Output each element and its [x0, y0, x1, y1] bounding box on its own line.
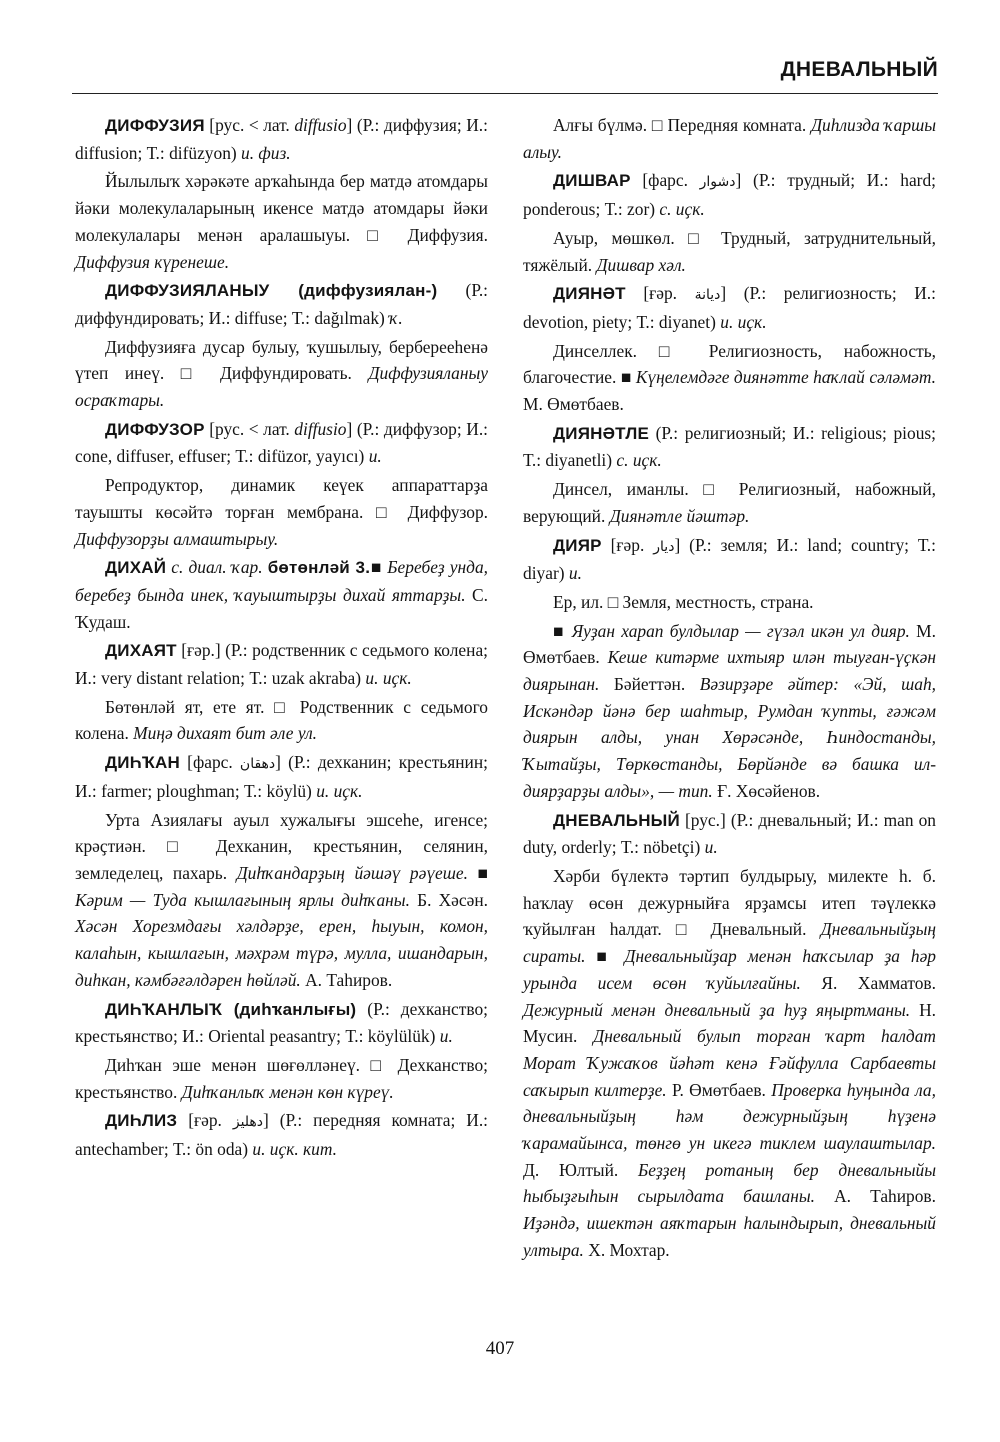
definition: Динселлек. □ Религиозность, набожность, благочестие. [523, 340, 936, 388]
example: Беребеҙ унда, беребеҙ бында инек, ҡауыштырҙы дихай яттарҙы. [75, 557, 488, 605]
cross-reference: бөтөнләй 3. [267, 558, 371, 578]
translations: ] (Р.: передняя комната; И.: antechamber; Т.: ön oda) [75, 1110, 489, 1160]
translations: ] (Р.: дехканин; крестьянин; И.: farmer; ploughman; Т.: köylü) [75, 752, 488, 801]
grammar-label: и. физ. [241, 142, 291, 163]
headword: ДИҺҠАНЛЫҠ [105, 999, 223, 1019]
headword-stem: (диһҡанлығы) [222, 999, 357, 1019]
translations: ] (Р.: земля; И.: land; country; Т.: diyar) [523, 534, 936, 584]
source: Р. Өмөтбаев. [666, 1079, 772, 1100]
entry-definition [75, 472, 488, 552]
arabic-script: دهقان [239, 756, 276, 773]
header-rule [72, 93, 938, 94]
example: Беҙҙең ротаның бер дневальныйы һыбыҙғыһын сырылдата башланы. [523, 1159, 936, 1207]
etymology: [фарс. [179, 752, 240, 773]
entry-definition [523, 112, 936, 165]
example: Хәсән Хорезмдағы хәлдәрҙе, ерен, һыуын, комон, калаһын, кышлағын, мәхрәм түрә, мулла, ишандарын, диһкан, кәмбәғәлдәрен һөйләй. [75, 916, 488, 990]
example: Дежурный менән дневальный ҙа һуҙ яңыртманы. [523, 999, 911, 1020]
example: Миңә дихаят бит әле ул. [133, 723, 318, 744]
example-marker: ■ [467, 862, 488, 883]
source: М. Өмөтбаев. [523, 394, 624, 415]
entry-diffuziya [75, 112, 488, 166]
source: Н. Мусин. [523, 999, 936, 1047]
etymology: [рус. < лат. [204, 115, 295, 135]
entry-definition [75, 334, 488, 414]
definition: Хәрби бүлектә тәртип булдырыу, милекте һ. б. һаҡлау өсөн дежурныйға ярҙамсы итеп тәүлеккә ҡуйылған һалдат. □ Дневальный. [523, 865, 936, 940]
example: Кәрим — Туда кышлағының ярлы диһҡаны. [75, 889, 410, 910]
arabic-script: ديار [653, 538, 675, 555]
entry-diffuziyalanyu [75, 277, 488, 331]
source: Ғ. Хөсәйенов. [712, 780, 821, 801]
entry-definition [523, 863, 936, 1264]
etymology: [фарс. [630, 170, 700, 191]
example-marker: ■ [620, 367, 636, 388]
etymology: [ғәр. [177, 1110, 233, 1131]
source: Я. Хамматов. [800, 972, 936, 993]
translations: ] (Р.: диффузия; И.: diffusion; Т.: difüzyon) [75, 115, 488, 163]
etymology: [ғәр. [625, 283, 695, 304]
entry-diffuzor [75, 416, 488, 470]
entry-diyanet [523, 280, 936, 335]
definition: Ер, ил. □ Земля, местность, страна. [553, 591, 814, 612]
example: Иҙәндә, ишектән аяҡтарын һалындырып, дневальный ултыра. [523, 1213, 936, 1260]
source: С. Ҡудаш. [75, 584, 489, 632]
translations: [ғәр.] (Р.: родственник с седьмого колена; И.: very distant relation; Т.: uzak akraba) [75, 640, 488, 689]
entry-diyanetle [523, 420, 936, 474]
example: Кеше китәрме ихтыяр илән тыуған-үҫкән диярынан. [523, 647, 936, 695]
example: Дишвар хәл. [596, 254, 686, 275]
headword: ДИЯНӘТ [553, 284, 626, 304]
grammar-label: и. иҫк. [720, 311, 767, 332]
entry-dikhay [75, 554, 488, 635]
translations: (Р.: диффундировать; И.: diffuse; Т.: dağılmak) [75, 280, 488, 328]
entry-dishvar [523, 167, 936, 222]
entry-definition [523, 476, 936, 529]
source: А. Таһиров. [300, 969, 393, 990]
headword: ДИҺЛИЗ [105, 1111, 178, 1131]
example: Диһҡандарҙың йәшәү рәүеше. [236, 862, 468, 883]
source: Д. Юлтый. [523, 1159, 639, 1180]
arabic-script: ديانة [694, 287, 721, 304]
etymology-latin: diffusio [294, 418, 347, 439]
source: Х. Мохтар. [583, 1239, 670, 1260]
example: Проверка һуңында ла, дневальныйҙың һәм дежурныйҙың һүҙенә ҡарамайынса, төнгө ун икегә тиклем шаулаштылар. [523, 1079, 936, 1154]
entry-dihqanlyq [75, 996, 488, 1050]
headword: ДИХАЙ [105, 558, 167, 578]
example: Диффузия күренеше. [75, 251, 230, 272]
example: Диффузияланыу осраҡтары. [75, 363, 488, 411]
translations: [рус.] (Р.: дневальный; И.: man on duty, orderly; Т.: nöbetçi) [523, 809, 936, 858]
example: Дневальныйҙар менән һаҡсылар ҙа һәр урында исем өсөн ҡуйылғайны. [523, 946, 936, 993]
example: Дневальныйҙың сираты. [523, 919, 936, 967]
source: М. Өмөтбаев. [523, 620, 936, 668]
entry-definition [523, 225, 936, 278]
page-number: 407 [485, 1338, 515, 1359]
example: Күңелемдәге диянәтте һаҡлай сәләмәт. [635, 367, 936, 388]
headword: ДИХАЯТ [105, 641, 177, 661]
entry-examples [523, 618, 936, 805]
example-marker: ■ [370, 557, 388, 578]
definition: Йылылыҡ хәрәкәте арҡаһында бер матдә атомдары йәки молекулаларының икенсе матдә атомдары йәки молекулалары менән аралашыуы. □ Диффузия. [75, 171, 488, 245]
headword: ДИФФУЗОР [105, 419, 205, 439]
entry-dikhayat [75, 637, 488, 691]
headword: ДИФФУЗИЯЛАНЫУ [105, 281, 270, 301]
headword: ДИЯР [553, 535, 602, 555]
etymology: [рус. < лат. [204, 418, 295, 439]
source: Бәйеттән. [599, 674, 700, 695]
entry-definition [523, 589, 936, 616]
grammar-label: с. диал. ҡар. [166, 557, 268, 578]
entry-dihliz [75, 1107, 488, 1162]
entry-dnevalny [523, 807, 936, 861]
headword: ДИЯНӘТЛЕ [553, 423, 649, 443]
definition: Репродуктор, динамик кеүек аппараттарҙа тауышты көсәйтә торған мембрана. □ Диффузор. [75, 475, 488, 522]
grammar-label: и. [439, 1026, 453, 1047]
etymology: [ғәр. [601, 534, 654, 555]
definition: Динсел, иманлы. □ Религиозный, набожный, верующий. [523, 479, 936, 526]
grammar-label: и. иҫк. [365, 668, 412, 689]
entry-diyar [523, 532, 936, 587]
entry-definition [75, 807, 488, 994]
grammar-label: и. иҫк. [316, 780, 363, 801]
example-marker: ■ [585, 946, 625, 967]
example: Диһлизда ҡаршы алыу. [523, 115, 936, 162]
definition: Диффузияға дусар булыу, ҡушылыу, берберееһенә үтеп инеү. □ Диффундировать. [75, 336, 488, 384]
definition: Бөтөнләй ят, ете ят. □ Родственник с седьмого колена. [75, 696, 488, 744]
definition: Алғы бүлмә. □ Передняя комната. [553, 115, 811, 135]
grammar-label: и. иҫк. кит. [252, 1139, 337, 1160]
left-column [75, 112, 488, 1165]
headword-stem: (диффузиялан-) [269, 281, 438, 301]
example: Дневальный булып торған ҡарт һалдат Морат Ҡужаҡов йәһәт кенә Ғәйфулла Сарбаевты саҡырып килтерҙе. [523, 1026, 936, 1100]
translations: ] (Р.: трудный; И.: hard; ponderous; Т.: zor) [523, 170, 936, 220]
grammar-label: и. [368, 446, 382, 467]
translations: (Р.: дехканство; крестьянство; И.: Oriental peasantry; Т.: köylülük) [75, 998, 488, 1047]
translations: (Р.: религиозный; И.: religious; pious; Т.: diyanetli) [523, 422, 936, 471]
definition: Диһҡан эше менән шөғөлләнеү. □ Дехканство; крестьянство. [75, 1054, 488, 1102]
arabic-script: دهليز [232, 1114, 264, 1131]
headword: ДИҺҠАН [105, 753, 180, 773]
example: Диһҡанлыҡ менән көн күреү. [181, 1081, 394, 1102]
arabic-script: دشوار [699, 174, 736, 191]
example-marker: ■ [553, 620, 572, 641]
entry-definition [75, 694, 488, 747]
translations: ] (Р.: религиозность; И.: devotion, piety; Т.: diyanet) [523, 283, 936, 332]
etymology-latin: diffusio [294, 115, 347, 135]
grammar-label: с. иҫк. [616, 450, 662, 471]
definition: Урта Азиялағы ауыл хужалығы эшсеһе, игенсе; крәҫтиән. □ Дехканин, крестьянин, селянин, земледелец, пахарь. [75, 809, 488, 883]
example: Вәзирҙәре әйтер: «Эй, шаһ, Искәндәр йәнә бер шаһтыр, Румдан ҡупты, ғәжәм диярын алды, унан Хөрәсәнде, Һиндостанды, Ҡытайҙы, Төркөстанды, Бөрйәнде вә башка ил-диярҙарҙы алды», — тип. [523, 674, 937, 801]
entry-definition [75, 168, 488, 275]
headword: ДИШВАР [553, 171, 631, 191]
example: Диянәтле йәштәр. [609, 505, 750, 526]
example: Диффузорҙы алмаштырыу. [75, 528, 279, 549]
right-column [523, 112, 936, 1266]
grammar-label: и. [704, 837, 718, 858]
headword: ДНЕВАЛЬНЫЙ [553, 810, 680, 830]
headword: ДИФФУЗИЯ [105, 116, 205, 135]
example: Яуҙан харап булдылар — гүзәл икән ул дияр. [571, 620, 910, 641]
running-head: ДНЕВАЛЬНЫЙ [780, 58, 938, 81]
translations: ] (Р.: диффузор; И.: cone, diffuser, effuser; Т.: difüzor, yayıcı) [75, 418, 488, 467]
entry-definition [523, 338, 936, 418]
source: Б. Хәсән. [409, 889, 488, 910]
grammar-label: с. иҫк. [659, 199, 705, 220]
grammar-label: ҡ. [389, 307, 403, 328]
entry-definition [75, 1052, 488, 1105]
grammar-label: и. [568, 563, 582, 584]
entry-dihqan [75, 749, 488, 804]
source: А. Таһиров. [815, 1186, 936, 1207]
definition: Ауыр, мөшкөл. □ Трудный, затруднительный, тяжёлый. [523, 227, 936, 275]
